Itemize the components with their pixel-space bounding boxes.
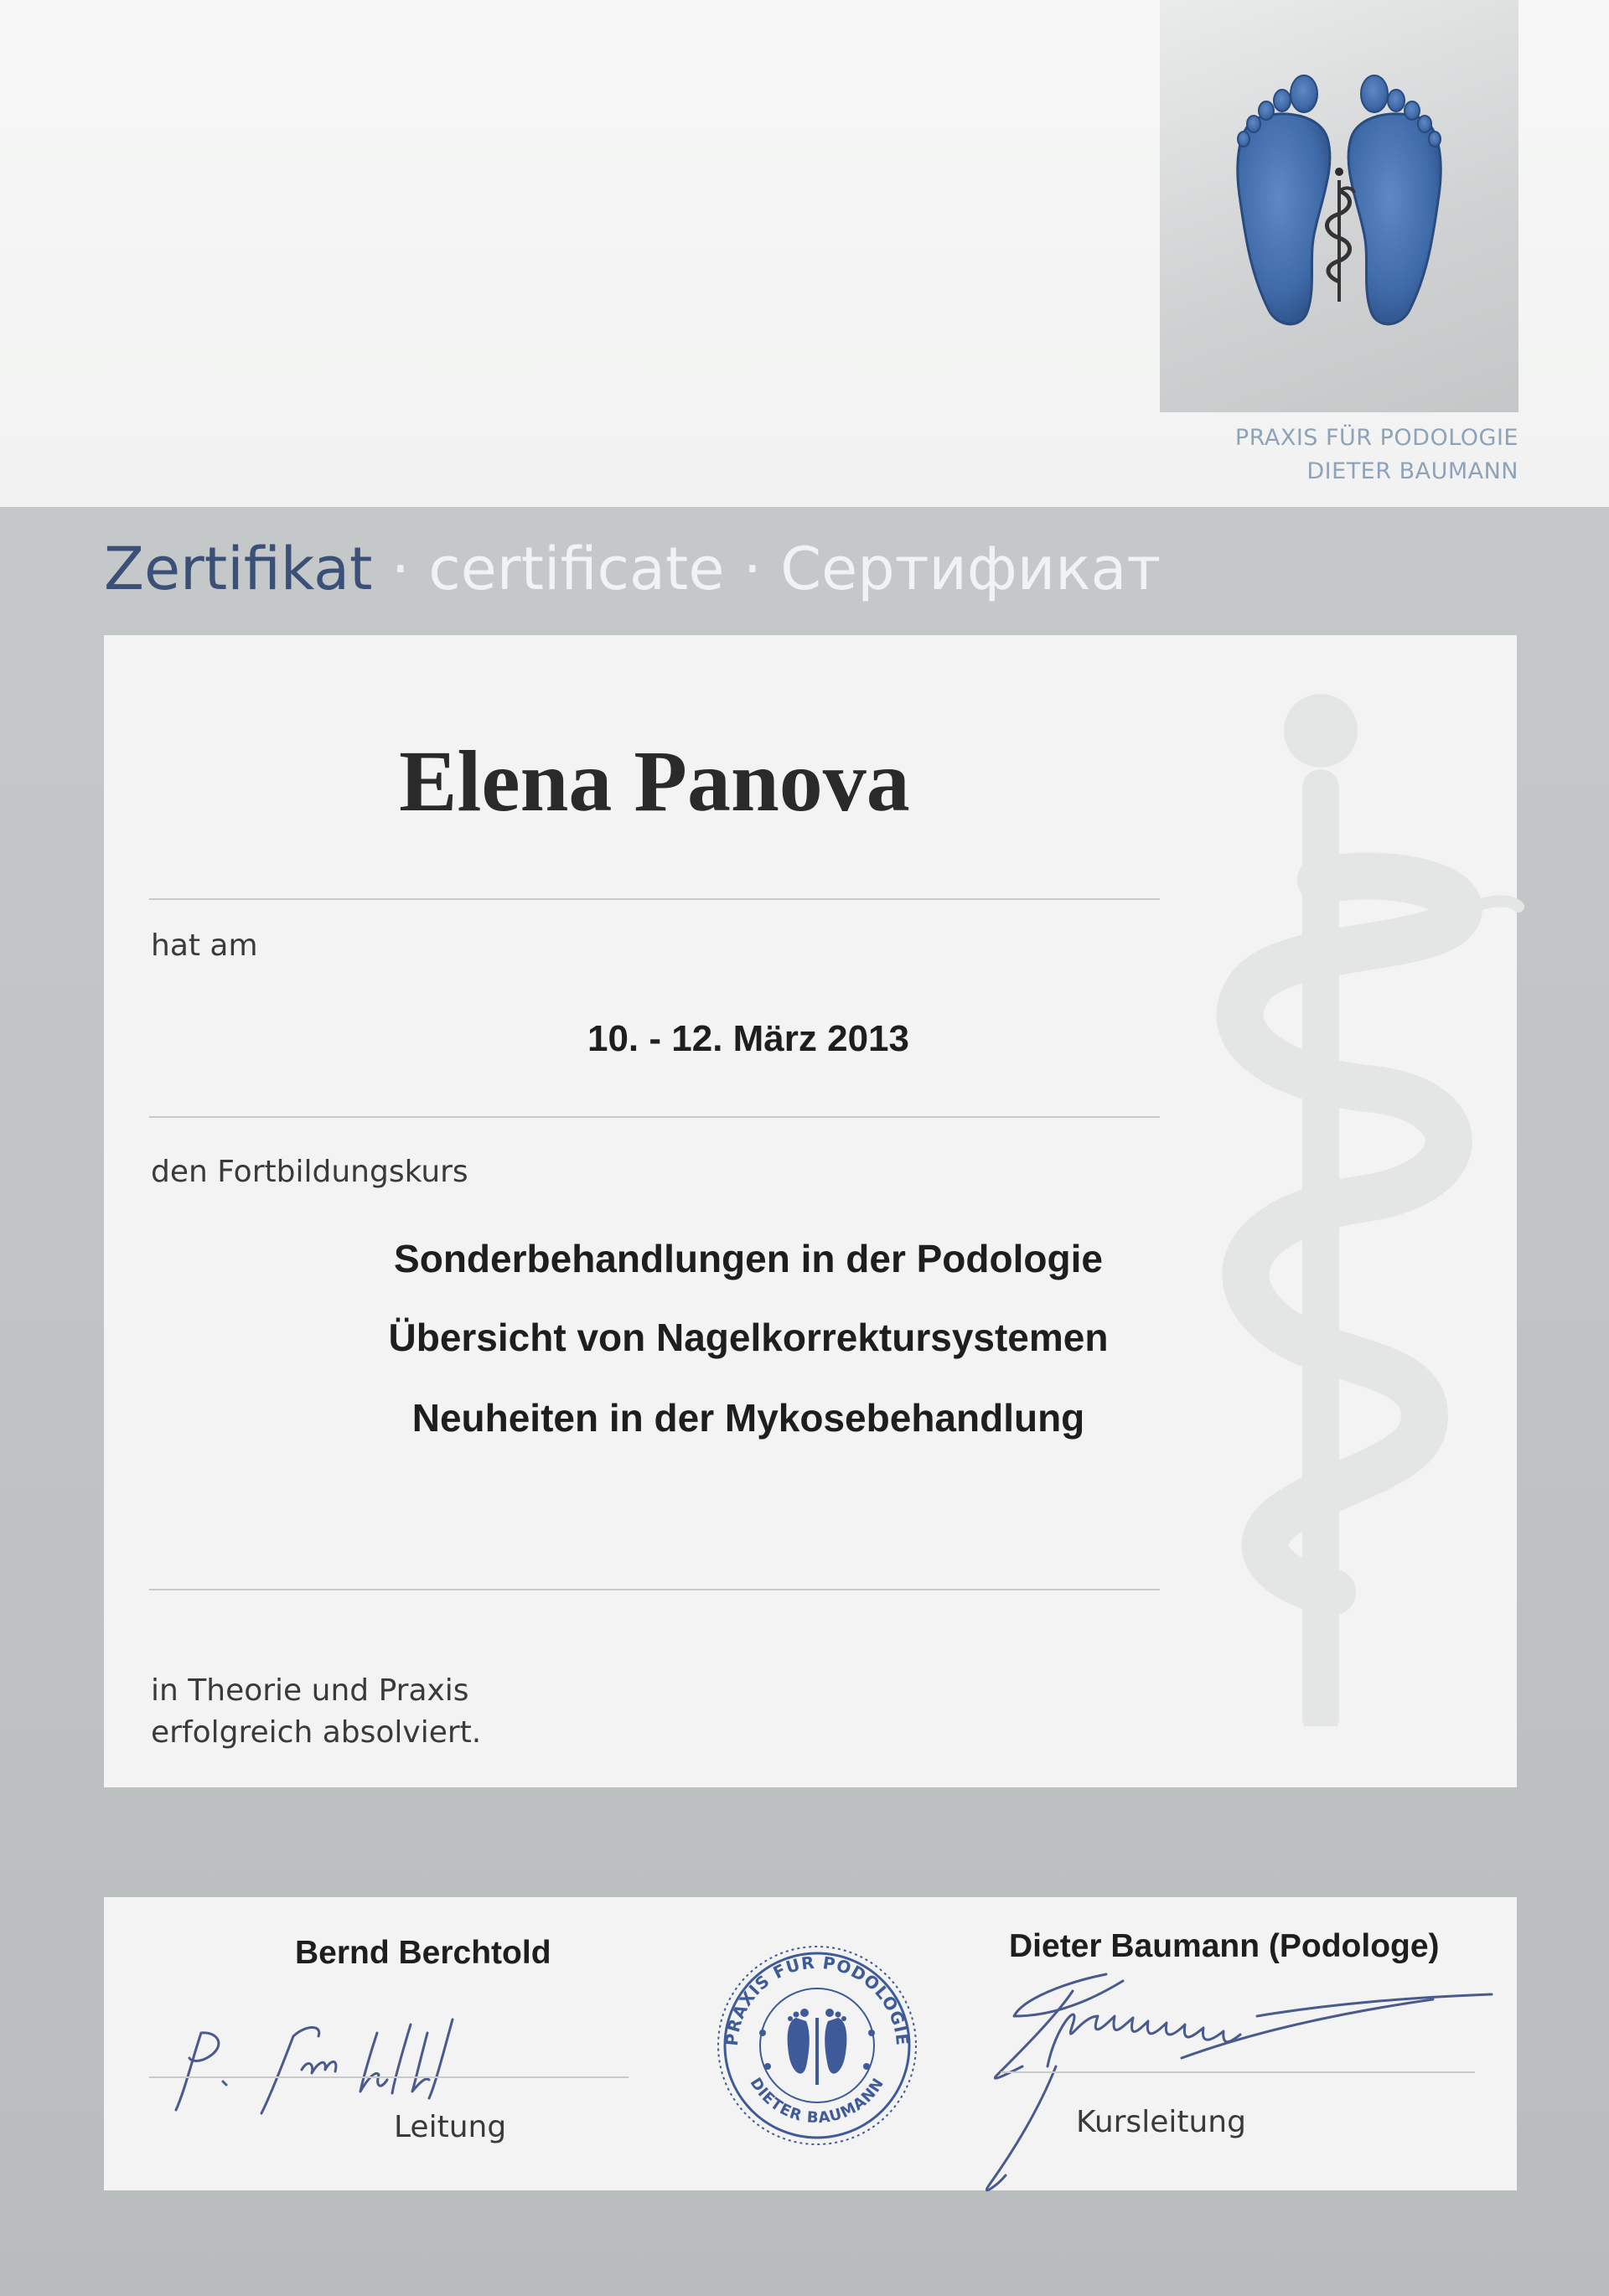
stamp-top-text: PRAXIS FÜR PODOLOGIE xyxy=(721,1952,913,2047)
course-topic-1: Sonderbehandlungen in der Podologie xyxy=(394,1237,1103,1280)
closing-text xyxy=(151,1670,481,1754)
signer-role-right: Kursleitung xyxy=(1076,2105,1246,2139)
closing-line-1: in Theorie und Praxis xyxy=(151,1673,469,1708)
signature-line-right xyxy=(1001,2071,1475,2073)
stamp-footprints-icon xyxy=(788,2009,847,2085)
practice-name xyxy=(1156,421,1518,489)
practice-name-line-2: DIETER BAUMANN xyxy=(1306,458,1518,484)
date-intro-label: hat am xyxy=(151,928,258,963)
stamp-bottom-text: DIETER BAUMANN xyxy=(746,2074,888,2128)
staff-of-asclepius-icon xyxy=(1327,168,1354,302)
signer-name-left: Bernd Berchtold xyxy=(295,1935,551,1971)
signer-role-left: Leitung xyxy=(394,2110,507,2144)
recipient-name: Elena Panova xyxy=(399,733,910,830)
practice-stamp xyxy=(712,1941,922,2150)
course-date: 10. - 12. März 2013 xyxy=(587,1018,909,1059)
signer-name-right: Dieter Baumann (Podologe) xyxy=(1009,1928,1440,1964)
divider-line xyxy=(149,898,1160,900)
title-german: Zertifikat xyxy=(104,535,373,603)
handwritten-signature-right xyxy=(939,1966,1508,2200)
practice-logo xyxy=(1160,0,1518,412)
title-russian: Сертификат xyxy=(780,535,1161,603)
course-topic-2: Übersicht von Nagelkorrektursystemen xyxy=(388,1316,1109,1359)
practice-name-line-1: PRAXIS FÜR PODOLOGIE xyxy=(1234,425,1518,451)
title-separator: · xyxy=(742,535,762,603)
handwritten-signature-left xyxy=(168,1999,553,2125)
course-topic-3: Neuheiten in der Mykosebehandlung xyxy=(411,1396,1085,1440)
course-intro-label: den Fortbildungskurs xyxy=(151,1155,468,1189)
divider-line xyxy=(149,1589,1160,1590)
certificate-title xyxy=(104,531,1161,607)
title-english: certificate xyxy=(428,535,725,603)
closing-line-2: erfolgreich absolviert. xyxy=(151,1715,482,1750)
asclepius-watermark-icon xyxy=(1156,687,1525,1726)
signature-line-left xyxy=(149,2076,629,2078)
divider-line xyxy=(149,1116,1160,1118)
footprints-logo-icon xyxy=(1160,0,1518,412)
title-separator: · xyxy=(391,535,410,603)
